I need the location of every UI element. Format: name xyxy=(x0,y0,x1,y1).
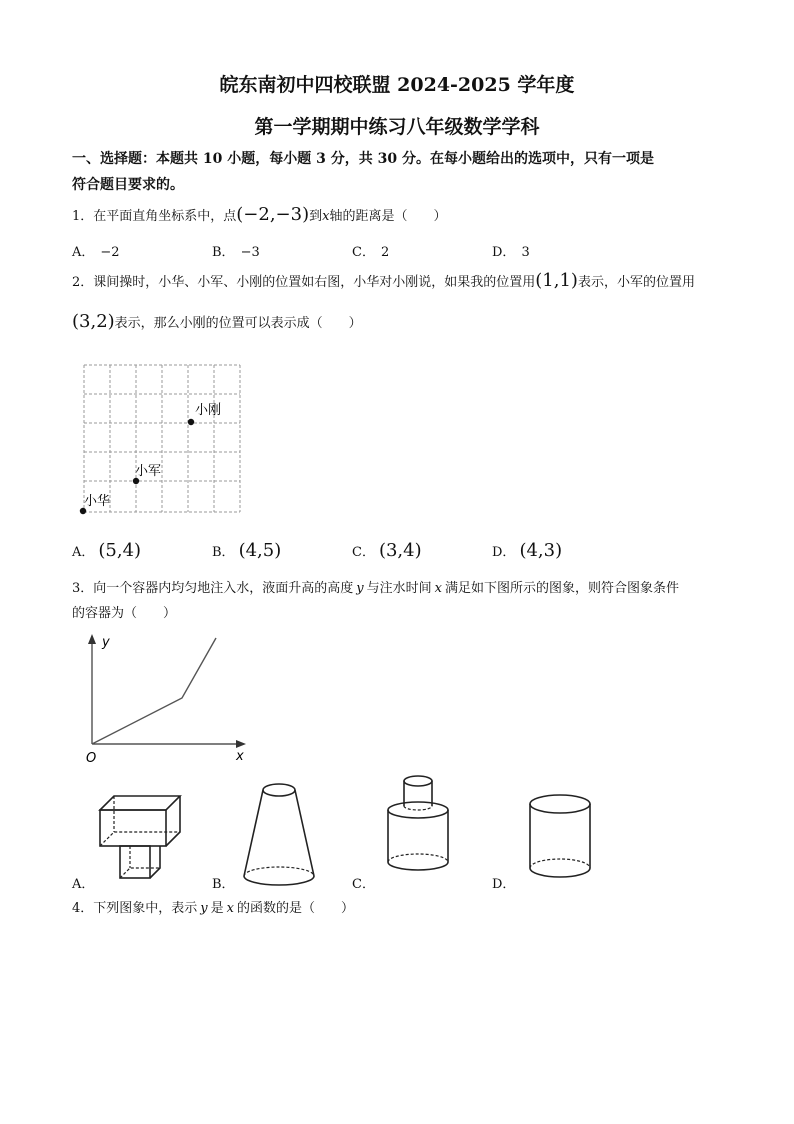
q3-option-b: B． xyxy=(212,877,235,892)
question-1-stem xyxy=(72,204,447,225)
q2-point-jun: (3,2) xyxy=(72,311,115,332)
q1-point: (−2,−3) xyxy=(236,204,310,225)
container-a-figure xyxy=(96,794,188,884)
q2-position-grid xyxy=(78,360,248,520)
exam-title-line1: 皖东南初中四校联盟 2024-2025 学年度 xyxy=(219,74,575,96)
q3-option-d: D． xyxy=(492,877,516,892)
q1-text-pre: 1．在平面直角坐标系中，点 xyxy=(72,209,237,224)
q1-text-post: 轴的距离是（ ） xyxy=(329,209,447,224)
container-d-figure xyxy=(526,792,594,882)
q3-option-c: C． xyxy=(352,877,375,892)
q3-option-a: A． xyxy=(72,877,95,892)
q2-option-a: A． (5,4) xyxy=(72,540,142,561)
question-4-stem: 4．下列图象中，表示 y 是 x 的函数的是（ ） xyxy=(72,901,355,916)
q1-option-a: A． −2 xyxy=(72,245,120,260)
point-xiaogang xyxy=(188,419,194,425)
q3-y-label: y xyxy=(102,635,110,650)
question-3-stem-cont: 的容器为（ ） xyxy=(72,606,177,621)
q3-line-graph xyxy=(78,632,258,768)
container-c-figure xyxy=(384,772,454,882)
q2-option-c: C． (3,4) xyxy=(352,540,422,561)
q2-option-d: D． (4,3) xyxy=(492,540,563,561)
q1-option-b: B． −3 xyxy=(212,245,260,260)
q1-var-x: x xyxy=(322,209,330,224)
label-xiaohua: 小华 xyxy=(84,494,111,509)
q3-graph-line xyxy=(92,638,216,744)
question-3-stem: 3．向一个容器内均匀地注入水，液面升高的高度 y 与注水时间 x 满足如下图所示的图象，则符合图象条件 xyxy=(72,581,680,596)
section-heading: 一、选择题：本题共 10 小题，每小题 3 分，共 30 分。在每小题给出的选项中，只有一项是 xyxy=(72,151,654,167)
question-2-stem: 2．课间操时，小华、小军、小刚的位置如右图，小华对小刚说，如果我的位置用(1,1)表示，小军的位置用 xyxy=(72,270,695,291)
q1-option-c: C． 2 xyxy=(352,245,390,260)
q2-option-b: B． (4,5) xyxy=(212,540,282,561)
label-xiaojun: 小军 xyxy=(135,464,162,479)
q1-option-d: D． 3 xyxy=(492,245,530,260)
section-heading-cont: 符合题目要求的。 xyxy=(72,177,184,193)
question-2-stem-cont: (3,2)表示，那么小刚的位置可以表示成（ ） xyxy=(72,311,362,332)
container-b-figure xyxy=(238,780,320,890)
q2-point-hua: (1,1) xyxy=(535,270,578,291)
label-xiaogang: 小刚 xyxy=(195,403,222,418)
q3-x-label: x xyxy=(236,749,244,764)
exam-title-line2: 第一学期期中练习八年级数学学科 xyxy=(254,116,540,138)
q3-origin-label: O xyxy=(86,751,97,766)
q1-text-mid: 到 xyxy=(309,209,323,224)
